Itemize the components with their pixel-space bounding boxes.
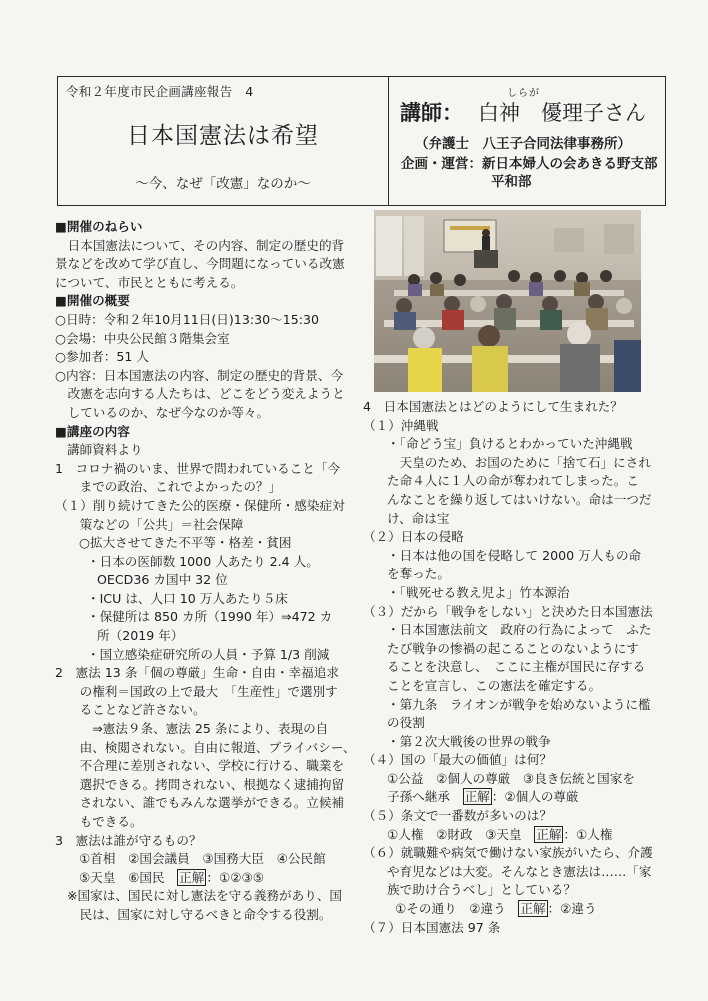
line-text: 景などを改めて学び直し、今問題になっている改憲 [55,256,345,272]
text-line [363,565,668,584]
line-text: ①その通り ②違う [395,901,519,917]
line-text: 由、検閲されない。自由に報道、プライバシー、 [67,739,356,755]
line-text: ・日本国憲法前文 政府の行為によって ふた [387,622,652,638]
header-divider [388,77,389,205]
text-line [55,274,350,293]
line-text: について、市民とともに考える。 [55,274,244,290]
line-text: （４）国の「最大の価値」は何？ [363,752,552,768]
text-line [55,478,350,497]
text-line [55,311,350,330]
text-line [363,658,668,677]
text-line [55,348,350,367]
right-column [363,398,668,937]
line-text: ⑤天皇 ⑥国民 [79,869,178,885]
text-line [363,881,668,900]
lecturer-affiliation: （弁護士 八王子合同法律事務所） [415,136,631,152]
text-line [55,218,350,237]
line-text: もできる。 [67,814,143,829]
text-line [55,869,350,888]
line-text: （１）削り続けてきた公的医療・保健所・感染症対 [55,497,345,513]
line-text: ・ICU は、人口 10 万人あたり５床 [87,590,288,606]
text-line [363,770,668,789]
line-text: ・国立感染症研究所の人員・予算 1/3 削減 [87,646,330,662]
line-text: ・日本の医師数 1000 人あたり 2.4 人。 [87,553,319,569]
text-line [55,534,350,553]
text-line [363,733,668,752]
text-line [363,844,668,863]
line-text: 2 憲法 13 条「個の尊厳」生命・自由・幸福追求 [55,665,339,681]
line-text: ・第２次大戦後の世界の戦争 [387,733,551,749]
line-text: 4 日本国憲法とはどのようにして生まれた？ [363,399,623,414]
line-text: （７）日本国憲法 97 条 [363,919,501,935]
line-text: （３）だから「戦争をしない」と決めた日本国憲法 [363,603,653,619]
line-text: 選択できる。拷問されない、根拠なく逮捕拘留 [67,776,345,792]
text-line [55,423,350,442]
lecture-photo [374,210,641,392]
line-text: や育児などは大変。そんなとき憲法は……「家 [387,863,652,879]
text-line [55,832,350,851]
answer-box: 正解 [520,901,546,917]
line-text: 天皇のため、お国のために「捨て石」にされ [387,454,651,470]
line-text: ■開催の概要 [55,293,130,309]
line-text: までの政治、これでよかったの？」 [67,479,282,495]
line-text: ■講座の内容 [55,423,130,439]
text-line [363,826,668,845]
text-line [55,813,350,832]
line-text: されない、誰でもみんな選挙ができる。立候補 [67,795,345,811]
text-line [363,584,668,603]
text-line [55,330,350,349]
line-text: ることを決意し、 ここに主権が国民に存する [387,659,646,675]
line-text: 1 コロナ禍のいま、世界で問われていること「今 [55,460,341,476]
line-text: を奪った。 [387,566,450,582]
header-box [57,76,666,206]
line-text: ○内容：日本国憲法の内容、制定の歴史的背景、今 [55,367,344,383]
text-line [55,887,350,906]
line-text: ・第九条 ライオンが戦争を始めないように檻 [387,696,651,712]
text-line [55,850,350,869]
line-text: OECD36 カ国中 32 位 [97,572,228,588]
text-line [363,472,668,491]
answer-box: 正解 [464,789,490,805]
text-line [55,516,350,535]
line-text: 不合理に差別されない、学校に行ける、職業を [67,758,345,774]
text-line [363,528,668,547]
text-line [363,807,668,826]
line-text: （２）日本の侵略 [363,529,464,545]
text-line [363,788,668,807]
text-line [363,900,668,919]
line-text: たび戦争の惨禍の起こることのないようにす [387,640,639,656]
text-line [55,720,350,739]
line-text: ○拡大させてきた不平等・格差・貧困 [79,535,292,551]
text-line [55,404,350,423]
lecturer-ruby: しらが [507,88,540,99]
answer-box: 正解 [179,869,205,885]
lecture-photo-illustration [374,210,641,392]
text-line [363,417,668,436]
text-line [363,751,668,770]
text-line [55,739,356,758]
text-line [363,491,668,510]
line-text: 所（2019 年） [97,628,184,644]
line-text: 策などの「公共」＝社会保障 [67,516,244,532]
text-line [55,701,350,720]
answer-text: ：②違う [547,901,597,917]
line-text: の権利＝国政の上で最大 「生産性」で選別す [67,683,338,699]
text-line [55,757,350,776]
line-text: た命４人に１人の命が奪われてしまった。こ [387,473,639,489]
text-line [363,919,668,938]
line-text: ※国家は、国民に対し憲法を守る義務があり、国 [67,888,343,904]
text-line [55,646,350,665]
line-text: ることなど許さない。 [67,702,206,718]
text-line [55,292,350,311]
line-text: ・「命どう宝」負けるとわかっていた沖縄戦 [387,436,633,452]
line-text: ○日時：令和２年10月11日(日)13:30～15:30 [55,311,319,327]
series-label: 令和２年度市民企画講座報告 4 [66,84,254,99]
left-column [55,218,356,925]
lecturer-name: 白神 優理子さん [478,101,646,125]
text-line [363,510,668,529]
line-text: 3 憲法は誰が守るもの？ [55,832,202,848]
text-line [55,237,350,256]
text-line [55,460,350,479]
text-line [363,398,668,417]
line-text: の役割 [387,715,425,731]
line-text: ⇒憲法９条、憲法 25 条により、表現の自 [67,721,329,737]
text-line [363,677,668,696]
page-title: 日本国憲法は希望 [127,123,319,149]
line-text: ・保健所は 850 カ所（1990 年）⇒472 カ [87,609,333,625]
text-line [55,367,350,386]
answer-box: 正解 [536,826,562,842]
line-text: ・「戦死せる教え児よ」竹本源治 [387,584,570,600]
line-text: 族で助け合うべし」としている？ [387,882,576,898]
text-line [363,454,668,473]
line-text: ○参加者：51 人 [55,349,149,365]
text-line [363,547,668,566]
text-line [363,696,668,715]
line-text: 改憲を志向する人たちは、どこをどう変えようと [55,386,345,402]
line-text: 日本国憲法について、その内容、制定の歴史的背 [55,237,345,253]
line-text: しているのか、なぜ今なのか等々。 [55,404,270,420]
line-text: 子孫へ継承 [387,789,463,805]
line-text: ①公益 ②個人の尊厳 ③良き伝統と国家を [387,770,635,786]
text-line [55,906,350,925]
answer-text: ：①②③⑤ [206,869,265,885]
text-line [363,863,668,882]
line-text: ○会場：中央公民館３階集会室 [55,330,230,346]
text-line [55,776,350,795]
line-text: け、命は宝 [387,510,450,526]
line-text: んなことを繰り返してはいけない。命は一つだ [387,491,652,507]
line-text: （５）条文で一番数が多いのは？ [363,808,552,824]
line-text: （１）沖縄戦 [363,417,439,433]
page-subtitle: ～今、なぜ「改憲」なのか～ [135,176,311,192]
line-text: ①人権 ②財政 ③天皇 [387,826,535,842]
text-line [55,664,350,683]
line-text: 民は、国家に対し守るべきと命令する役割。 [67,906,332,922]
text-line [55,794,350,813]
text-line [55,385,350,404]
text-line [363,640,668,659]
text-line [55,590,350,609]
lecturer-prefix: 講師： [400,101,463,125]
line-text: 講師資料より [67,442,143,458]
text-line [55,441,350,460]
line-text: ことを宣言し、この憲法を確定する。 [387,677,602,693]
line-text: ①首相 ②国会議員 ③国務大臣 ④公民館 [79,851,326,867]
answer-text: ：①人権 [563,826,613,842]
text-line [363,714,668,733]
text-line [55,497,350,516]
text-line [55,627,350,646]
text-line [55,608,350,627]
organizer-line2: 平和部 [491,174,532,190]
line-text: （６）就職難や病気で働けない家族がいたら、介護 [363,845,653,861]
text-line [55,683,350,702]
text-line [55,255,350,274]
organizer-label: 企画・運営：新日本婦人の会あきる野支部 [401,156,658,172]
text-line [55,571,350,590]
answer-text: ：②個人の尊厳 [491,789,579,805]
text-line [363,435,668,454]
line-text: ・日本は他の国を侵略して 2000 万人もの命 [387,547,642,563]
text-line [55,553,350,572]
text-line [363,621,668,640]
text-line [363,603,668,622]
line-text: ■開催のねらい [55,219,143,234]
